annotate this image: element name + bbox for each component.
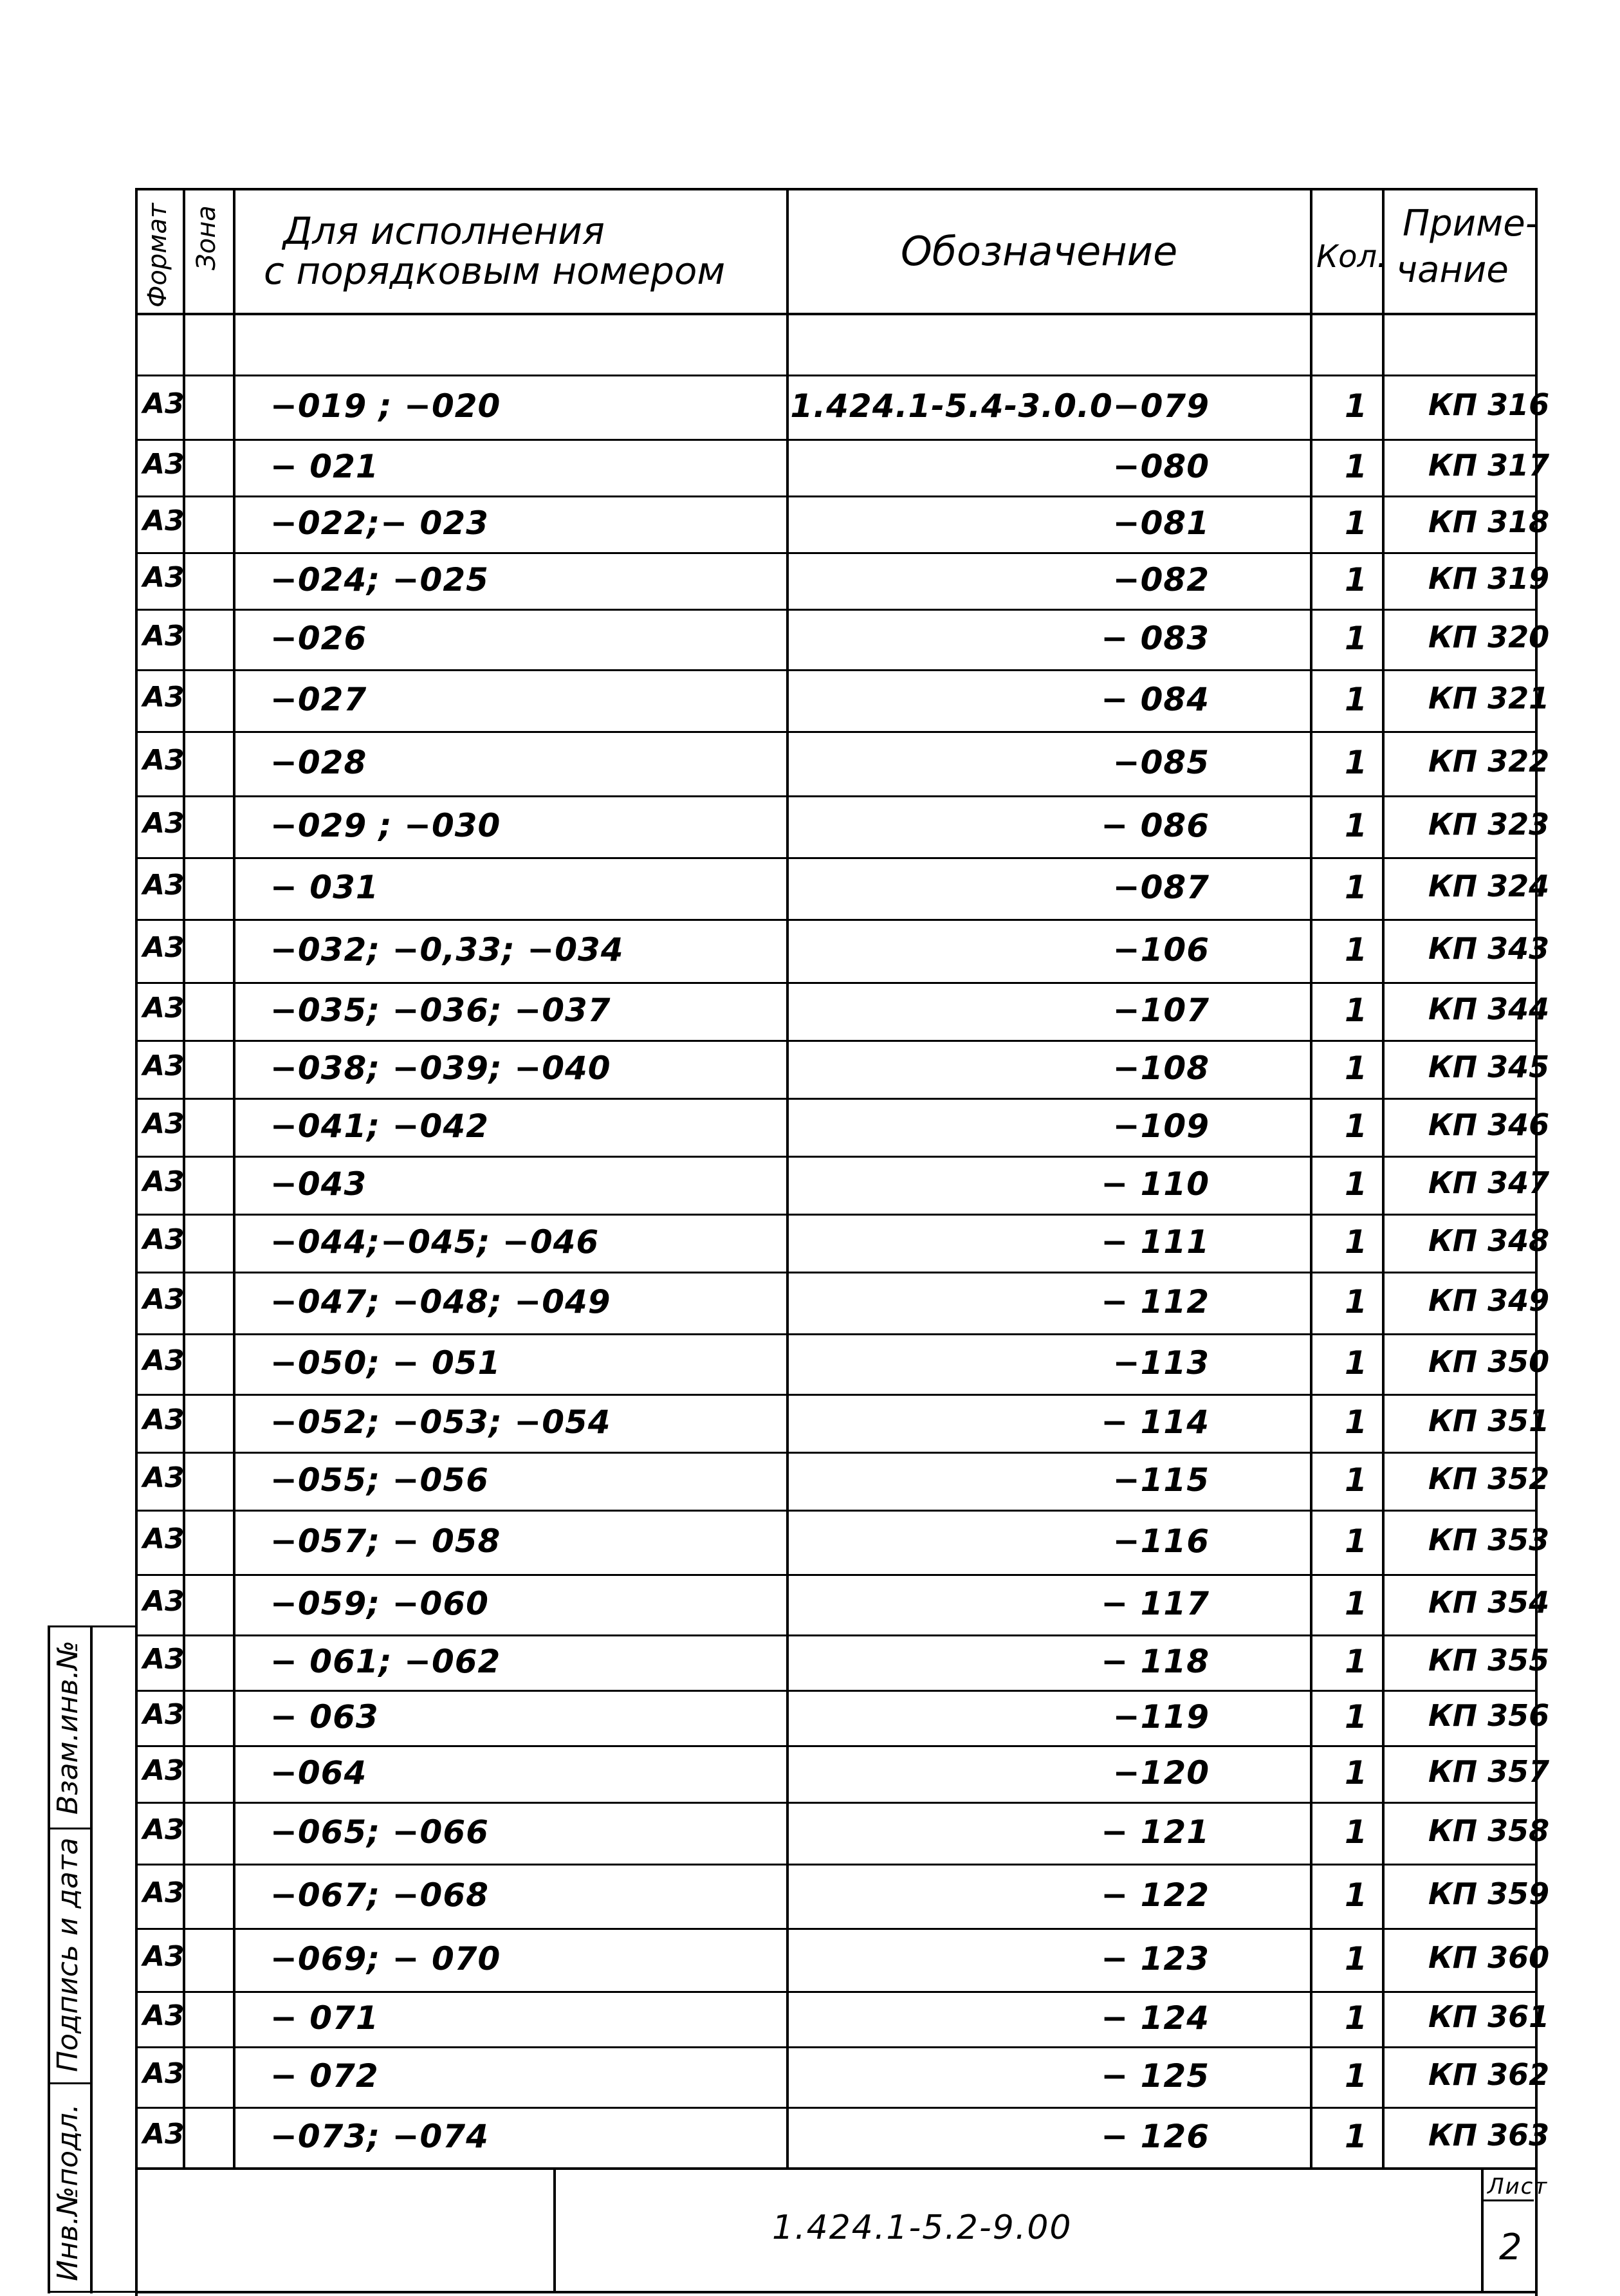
- row-designation: − 083: [1101, 620, 1210, 657]
- side-stamp-line: [48, 1625, 50, 2293]
- row-version: −024; −025: [270, 561, 489, 598]
- row-version: −026: [270, 620, 367, 657]
- row-qty: 1: [1345, 1223, 1367, 1261]
- row-line: [135, 1333, 1535, 1335]
- designation-header: Обозначение: [901, 228, 1178, 275]
- row-version: −035; −036; −037: [270, 992, 611, 1029]
- side-stamp-line: [48, 1828, 93, 1829]
- row-note: КП 354: [1428, 1585, 1550, 1620]
- row-designation: − 084: [1101, 681, 1210, 718]
- row-line: [135, 1802, 1535, 1804]
- row-note: КП 349: [1428, 1283, 1550, 1318]
- row-version: − 061; −062: [270, 1643, 501, 1680]
- row-line: [135, 552, 1535, 554]
- row-designation: −108: [1112, 1050, 1210, 1087]
- row-designation: −106: [1112, 931, 1210, 968]
- row-qty: 1: [1345, 1283, 1367, 1320]
- row-line: [135, 439, 1535, 441]
- row-note: КП 352: [1428, 1461, 1550, 1496]
- row-format: А3: [143, 1523, 185, 1555]
- row-format: А3: [143, 744, 185, 777]
- side-stamp-line: [48, 2291, 138, 2293]
- row-format: А3: [143, 1223, 185, 1256]
- row-note: КП 353: [1428, 1523, 1550, 1557]
- row-format: А3: [143, 869, 185, 902]
- row-version: −064: [270, 1754, 367, 1791]
- row-format: А3: [143, 1643, 185, 1676]
- row-line: [135, 2046, 1535, 2048]
- row-note: КП 363: [1428, 2118, 1550, 2152]
- row-note: КП 346: [1428, 1107, 1550, 1142]
- row-note: КП 357: [1428, 1754, 1550, 1789]
- row-note: КП 358: [1428, 1813, 1550, 1848]
- row-format: А3: [143, 620, 185, 653]
- row-line: [135, 857, 1535, 859]
- row-note: КП 345: [1428, 1050, 1550, 1084]
- row-designation: − 121: [1101, 1813, 1210, 1851]
- row-format: А3: [143, 2118, 185, 2151]
- row-version: −067; −068: [270, 1876, 489, 1914]
- inv-replace-label: Взам.инв.№: [51, 1640, 84, 1815]
- row-note: КП 324: [1428, 869, 1550, 903]
- note-header: Приме-: [1403, 203, 1538, 245]
- row-designation: − 118: [1101, 1643, 1210, 1680]
- row-version: −027: [270, 681, 367, 718]
- side-stamp-line: [90, 1625, 93, 2293]
- row-format: А3: [143, 807, 185, 840]
- row-line: [135, 669, 1535, 671]
- row-line: [135, 731, 1535, 733]
- row-line: [135, 919, 1535, 921]
- row-designation: − 110: [1101, 1165, 1210, 1203]
- row-version: −052; −053; −054: [270, 1403, 611, 1441]
- row-designation: − 122: [1101, 1876, 1210, 1914]
- row-qty: 1: [1345, 1050, 1367, 1087]
- sheet-number: 2: [1499, 2227, 1523, 2268]
- sign-date-label: Подпись и дата: [51, 1837, 84, 2072]
- row-qty: 1: [1345, 1643, 1367, 1680]
- row-format: А3: [143, 1876, 185, 1909]
- row-qty: 1: [1345, 869, 1367, 906]
- qty-header: Кол.: [1316, 239, 1387, 275]
- row-format: А3: [143, 1585, 185, 1618]
- row-line: [135, 1272, 1535, 1273]
- row-format: А3: [143, 1165, 185, 1198]
- row-designation: − 112: [1101, 1283, 1210, 1320]
- row-version: −047; −048; −049: [270, 1283, 611, 1320]
- stamp-sheet-line: [1481, 2199, 1534, 2201]
- row-qty: 1: [1345, 1165, 1367, 1203]
- row-line: [135, 495, 1535, 497]
- row-qty: 1: [1345, 931, 1367, 968]
- row-note: КП 317: [1428, 448, 1550, 483]
- row-qty: 1: [1345, 992, 1367, 1029]
- col-line: [233, 188, 235, 2167]
- row-format: А3: [143, 681, 185, 714]
- row-version: −038; −039; −040: [270, 1050, 611, 1087]
- row-qty: 1: [1345, 744, 1367, 781]
- row-version: −065; −066: [270, 1813, 489, 1851]
- row-line: [135, 1690, 1535, 1692]
- row-line: [135, 1991, 1535, 1993]
- row-note: КП 320: [1428, 620, 1550, 654]
- row-qty: 1: [1345, 681, 1367, 718]
- row-note: КП 356: [1428, 1698, 1550, 1733]
- inv-orig-label: Инв.№подл.: [51, 2104, 84, 2281]
- row-designation: − 124: [1101, 1999, 1210, 2037]
- row-note: КП 322: [1428, 744, 1550, 779]
- row-line: [135, 1156, 1535, 1158]
- row-qty: 1: [1345, 387, 1367, 425]
- row-format: А3: [143, 1403, 185, 1436]
- col-line: [1310, 188, 1312, 2167]
- row-format: А3: [143, 505, 185, 537]
- row-designation: −080: [1112, 448, 1210, 485]
- row-qty: 1: [1345, 1999, 1367, 2037]
- row-version: −032; −0,33; −034: [270, 931, 624, 968]
- row-version: −019 ; −020: [270, 387, 501, 425]
- col-line: [786, 188, 789, 2167]
- format-header: Формат: [143, 203, 172, 308]
- row-designation: − 117: [1101, 1585, 1210, 1622]
- row-designation: −087: [1112, 869, 1210, 906]
- row-format: А3: [143, 561, 185, 594]
- row-line: [135, 1040, 1535, 1042]
- row-version: −028: [270, 744, 367, 781]
- row-version: −041; −042: [270, 1107, 489, 1145]
- row-note: КП 351: [1428, 1403, 1550, 1438]
- row-format: А3: [143, 1754, 185, 1787]
- row-line: [135, 982, 1535, 984]
- row-format: А3: [143, 1940, 185, 1973]
- row-version: −022;− 023: [270, 505, 489, 542]
- row-format: А3: [143, 1283, 185, 1316]
- row-qty: 1: [1345, 1344, 1367, 1382]
- row-line: [135, 1928, 1535, 1930]
- row-designation: −116: [1112, 1523, 1210, 1560]
- row-format: А3: [143, 1050, 185, 1082]
- row-version: −044;−045; −046: [270, 1223, 600, 1261]
- header-line: [135, 313, 1535, 315]
- row-version: −043: [270, 1165, 367, 1203]
- row-line: [135, 1634, 1535, 1636]
- row-version: −029 ; −030: [270, 807, 501, 844]
- stamp-top-line: [135, 2167, 1535, 2170]
- row-note: КП 360: [1428, 1940, 1550, 1975]
- row-format: А3: [143, 1107, 185, 1140]
- row-version: − 063: [270, 1698, 379, 1736]
- row-qty: 1: [1345, 1940, 1367, 1977]
- row-format: А3: [143, 448, 185, 481]
- row-version: − 071: [270, 1999, 379, 2037]
- row-qty: 1: [1345, 1876, 1367, 1914]
- row-format: А3: [143, 931, 185, 964]
- row-line: [135, 1098, 1535, 1100]
- row-designation: −113: [1112, 1344, 1210, 1382]
- row-version: −057; − 058: [270, 1523, 501, 1560]
- col-line: [1382, 188, 1385, 2167]
- row-format: А3: [143, 992, 185, 1024]
- row-line: [135, 1574, 1535, 1576]
- row-qty: 1: [1345, 807, 1367, 844]
- row-qty: 1: [1345, 1813, 1367, 1851]
- row-line: [135, 1510, 1535, 1512]
- row-version: − 072: [270, 2057, 379, 2095]
- row-designation: − 111: [1101, 1223, 1210, 1261]
- row-format: А3: [143, 1344, 185, 1377]
- side-stamp-line: [48, 1625, 138, 1627]
- row-note: КП 355: [1428, 1643, 1550, 1678]
- row-format: А3: [143, 1461, 185, 1494]
- row-note: КП 321: [1428, 681, 1550, 716]
- stamp-divider: [553, 2167, 556, 2293]
- row-note: КП 343: [1428, 931, 1550, 966]
- row-format: А3: [143, 1999, 185, 2032]
- row-format: А3: [143, 1698, 185, 1731]
- row-line: [135, 1394, 1535, 1396]
- row-note: КП 319: [1428, 561, 1550, 596]
- row-designation: −107: [1112, 992, 1210, 1029]
- row-qty: 1: [1345, 1585, 1367, 1622]
- row-line: [135, 2107, 1535, 2109]
- row-line: [135, 1214, 1535, 1216]
- row-qty: 1: [1345, 1754, 1367, 1791]
- row-format: А3: [143, 1813, 185, 1846]
- row-designation: −109: [1112, 1107, 1210, 1145]
- zone-header: Зона: [192, 205, 221, 270]
- stamp-divider: [1481, 2167, 1484, 2293]
- version-header-2: с порядковым номером: [264, 249, 726, 293]
- row-version: −050; − 051: [270, 1344, 501, 1382]
- row-designation: − 114: [1101, 1403, 1210, 1441]
- row-designation: −119: [1112, 1698, 1210, 1736]
- row-designation: −120: [1112, 1754, 1210, 1791]
- row-note: КП 323: [1428, 807, 1550, 842]
- row-designation: − 125: [1101, 2057, 1210, 2095]
- row-qty: 1: [1345, 2118, 1367, 2155]
- row-note: КП 359: [1428, 1876, 1550, 1911]
- row-qty: 1: [1345, 448, 1367, 485]
- row-note: КП 350: [1428, 1344, 1550, 1379]
- row-note: КП 361: [1428, 1999, 1550, 2034]
- side-stamp-line: [48, 2082, 93, 2084]
- row-qty: 1: [1345, 1698, 1367, 1736]
- row-designation: −115: [1112, 1461, 1210, 1499]
- row-version: −059; −060: [270, 1585, 489, 1622]
- row-qty: 1: [1345, 505, 1367, 542]
- row-designation: −082: [1112, 561, 1210, 598]
- row-note: КП 318: [1428, 505, 1550, 539]
- row-format: А3: [143, 2057, 185, 2090]
- row-designation: − 126: [1101, 2118, 1210, 2155]
- row-line: [135, 1864, 1535, 1866]
- row-designation: − 123: [1101, 1940, 1210, 1977]
- row-note: КП 347: [1428, 1165, 1550, 1200]
- sheet-label: Лист: [1487, 2174, 1549, 2199]
- row-version: − 021: [270, 448, 379, 485]
- row-note: КП 362: [1428, 2057, 1550, 2092]
- row-qty: 1: [1345, 1403, 1367, 1441]
- row-note: КП 316: [1428, 387, 1550, 422]
- row-designation: −081: [1112, 505, 1210, 542]
- row-line: [135, 795, 1535, 797]
- row-line: [135, 1452, 1535, 1454]
- row-designation: 1.424.1-5.4-3.0.0−079: [790, 387, 1210, 425]
- row-line: [135, 609, 1535, 611]
- version-header: Для исполнения: [283, 209, 605, 253]
- row-qty: 1: [1345, 1107, 1367, 1145]
- row-format: А3: [143, 387, 185, 420]
- row-qty: 1: [1345, 561, 1367, 598]
- document-designation: 1.424.1-5.2-9.00: [772, 2208, 1072, 2247]
- row-qty: 1: [1345, 1523, 1367, 1560]
- row-note: КП 344: [1428, 992, 1550, 1026]
- row-qty: 1: [1345, 620, 1367, 657]
- stamp-bottom-line: [135, 2291, 1535, 2293]
- row-version: −073; −074: [270, 2118, 489, 2155]
- note-header-2: чание: [1396, 249, 1509, 291]
- row-qty: 1: [1345, 1461, 1367, 1499]
- row-version: −069; − 070: [270, 1940, 501, 1977]
- row-designation: −085: [1112, 744, 1210, 781]
- row-note: КП 348: [1428, 1223, 1550, 1258]
- row-line: [135, 375, 1535, 376]
- row-version: − 031: [270, 869, 379, 906]
- row-line: [135, 1745, 1535, 1747]
- row-designation: − 086: [1101, 807, 1210, 844]
- row-version: −055; −056: [270, 1461, 489, 1499]
- row-qty: 1: [1345, 2057, 1367, 2095]
